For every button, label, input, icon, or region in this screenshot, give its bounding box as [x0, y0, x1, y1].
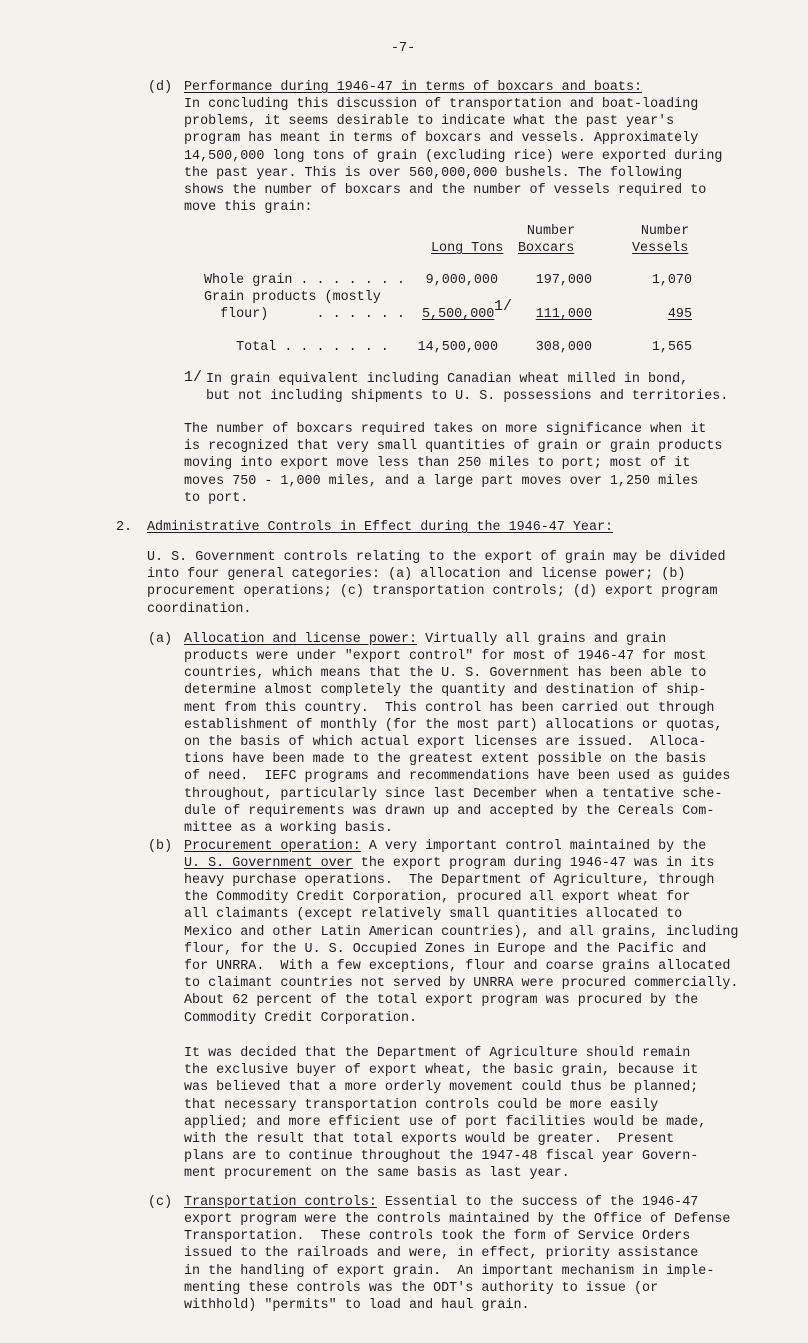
text-line: mittee as a working basis.: [184, 821, 393, 837]
section-d-closing: [184, 421, 722, 507]
row-boxcars: 308,000: [535, 340, 592, 355]
text-line: throughout, particularly since last December when a tentative sche-: [184, 786, 723, 802]
text-line: move this grain:: [184, 200, 313, 216]
section-d-heading: Performance during 1946-47 in terms of boxcars and boats:: [184, 80, 643, 95]
item-b-para2: [184, 1045, 706, 1183]
text-line: was believed that a more orderly movement could thus be planned;: [184, 1080, 699, 1096]
section-2-number: 2.: [116, 520, 133, 535]
text-line: 14,500,000 long tons of grain (excluding rice) were exported during: [184, 148, 723, 164]
text-line: applied; and more efficient use of port facilities would be made,: [184, 1114, 707, 1130]
text-line: determine almost completely the quantity and destination of ship-: [184, 683, 707, 699]
row-vessels: 495: [667, 307, 692, 322]
text-line: Transportation. These controls took the form of Service Orders: [184, 1229, 691, 1245]
row-boxcars: 111,000: [535, 307, 592, 322]
footnote-line: In grain equivalent including Canadian wheat milled in bond,: [206, 372, 689, 387]
header-vessels-top: Number: [640, 224, 690, 239]
text-line: countries, which means that the U. S. Government has been able to: [184, 666, 707, 682]
text-line: Commodity Credit Corporation.: [184, 1010, 418, 1026]
item-c-label: (c): [148, 1195, 173, 1210]
item-b-second-underlined: U. S. Government over: [184, 856, 353, 871]
text-line: on the basis of which actual export licenses are issued. Alloca-: [184, 735, 707, 751]
item-b-first-line: [184, 838, 706, 855]
text-line: for UNRRA. With a few exceptions, flour and coarse grains allocated: [184, 959, 731, 975]
text-line: program has meant in terms of boxcars and vessels. Approximately: [184, 131, 699, 147]
text-line: menting these controls was the ODT's authority to issue (or: [184, 1280, 659, 1296]
item-b-heading: Procurement operation:: [184, 839, 361, 854]
footnote-mark: 1/: [184, 369, 203, 386]
text-line: dule of requirements was drawn up and accepted by the Cereals Com-: [184, 803, 715, 819]
footnote-mark: 1/: [494, 298, 513, 315]
text-line: tions have been made to the greatest extent possible on the basis: [184, 752, 707, 768]
row-label-total: Total . . . . . . .: [204, 340, 389, 355]
text-line: in the handling of export grain. An important mechanism in imple-: [184, 1263, 715, 1279]
text-line: In concluding this discussion of transportation and boat-loading: [184, 97, 699, 112]
text-line: the exclusive buyer of export wheat, the basic grain, because it: [184, 1063, 699, 1079]
item-c-first-text: Essential to the success of the 1946-47: [376, 1195, 699, 1210]
text-line: with the result that total exports would be greater. Present: [184, 1132, 675, 1148]
text-line: flour, for the U. S. Occupied Zones in Europe and the Pacific and: [184, 941, 707, 957]
page-number: -7-: [391, 41, 416, 56]
text-line: ment procurement on the same basis as last year.: [184, 1166, 570, 1182]
text-line: establishment of monthly (for the most part) allocations or quotas,: [184, 717, 723, 733]
row-label: Whole grain . . . . . . .: [204, 273, 405, 288]
row-long-tons: 5,500,000: [422, 307, 495, 322]
text-line: moving into export move less than 250 miles to port; most of it: [184, 456, 691, 472]
text-line: into four general categories: (a) allocation and license power; (b): [147, 567, 686, 583]
section-d-body: [184, 96, 722, 216]
text-line: coordination.: [147, 601, 252, 617]
text-line: that necessary transportation controls could be more easily: [184, 1097, 659, 1113]
item-c-heading: Transportation controls:: [184, 1195, 377, 1210]
item-a-heading: Allocation and license power:: [184, 632, 418, 647]
text-line: moves 750 - 1,000 miles, and a large part moves over 1,250 miles: [184, 473, 699, 489]
text-line: all claimants (except relatively small quantities allocated to: [184, 907, 683, 923]
row-long-tons: 14,500,000: [417, 340, 498, 355]
footnote-line: but not including shipments to U. S. possessions and territories.: [206, 389, 729, 404]
item-a-body: [184, 648, 730, 837]
item-c-body: [184, 1211, 730, 1314]
text-line: the Commodity Credit Corporation, procured all export wheat for: [184, 890, 691, 906]
item-b-body: [184, 872, 738, 1027]
row-long-tons: 9,000,000: [425, 273, 498, 288]
text-line: It was decided that the Department of Agriculture should remain: [184, 1046, 691, 1061]
header-boxcars-top: Number: [526, 224, 576, 239]
item-b-first-text: A very important control maintained by the: [360, 839, 707, 854]
row-vessels: 1,565: [651, 340, 692, 355]
section-d-label: (d): [148, 80, 173, 95]
item-a-label: (a): [148, 632, 173, 647]
section-2-heading: Administrative Controls in Effect during the 1946-47 Year:: [147, 520, 614, 535]
row-boxcars: 197,000: [535, 273, 592, 288]
row-vessels: 1,070: [651, 273, 692, 288]
text-line: About 62 percent of the total export program was procured by the: [184, 993, 699, 1009]
text-line: to claimant countries not served by UNRRA were procured commercially.: [184, 976, 739, 992]
header-vessels: Vessels: [632, 241, 689, 256]
item-b-label: (b): [148, 839, 173, 854]
text-line: issued to the railroads and were, in effect, priority assistance: [184, 1246, 699, 1262]
text-line: ment from this country. This control has been carried out through: [184, 700, 715, 716]
text-line: shows the number of boxcars and the number of vessels required to: [184, 183, 707, 199]
text-line: U. S. Government controls relating to the export of grain may be divided: [147, 550, 726, 565]
item-c-first-line: [184, 1194, 698, 1211]
header-long-tons: Long Tons: [431, 241, 504, 256]
item-b-second-text: the export program during 1946-47 was in its: [352, 856, 715, 871]
section-2-intro: [147, 549, 726, 618]
row-label-cont: flour) . . . . . .: [204, 307, 405, 322]
text-line: heavy purchase operations. The Department of Agriculture, through: [184, 873, 715, 888]
text-line: procurement operations; (c) transportation controls; (d) export program: [147, 584, 718, 600]
text-line: problems, it seems desirable to indicate what the past year's: [184, 114, 675, 130]
item-a-first-text: Virtually all grains and grain: [417, 632, 667, 647]
text-line: products were under "export control" for most of 1946-47 for most: [184, 649, 707, 664]
text-line: plans are to continue throughout the 1947-48 fiscal year Govern-: [184, 1149, 699, 1165]
row-label: Grain products (mostly: [204, 290, 381, 305]
text-line: Mexico and other Latin American countries), and all grains, including: [184, 924, 739, 940]
text-line: The number of boxcars required takes on more significance when it: [184, 422, 707, 437]
item-a-first-line: [184, 631, 666, 648]
text-line: to port.: [184, 490, 249, 506]
text-line: withhold) "permits" to load and haul grain.: [184, 1298, 530, 1314]
text-line: of need. IEFC programs and recommendations have been used as guides: [184, 769, 731, 785]
header-boxcars: Boxcars: [518, 241, 575, 256]
text-line: is recognized that very small quantities of grain or grain products: [184, 439, 723, 455]
text-line: the past year. This is over 560,000,000 bushels. The following: [184, 165, 683, 181]
item-b-second-line: [184, 855, 714, 872]
text-line: export program were the controls maintained by the Office of Defense: [184, 1212, 731, 1227]
